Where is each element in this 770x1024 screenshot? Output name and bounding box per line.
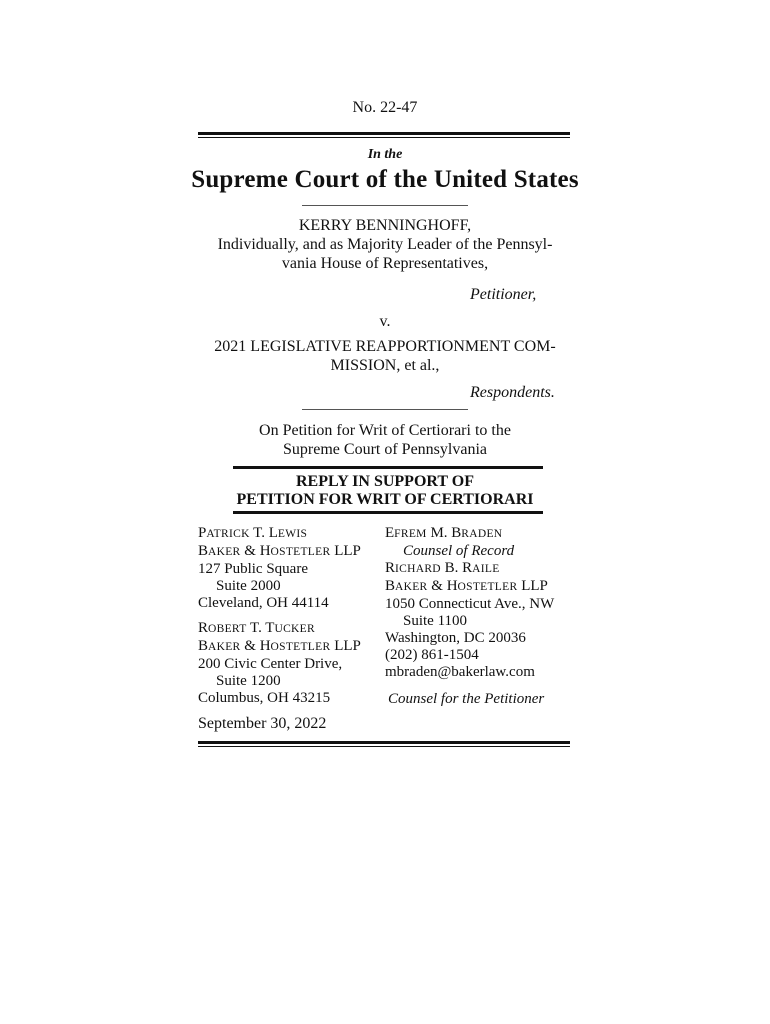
counsel-email: mbraden@bakerlaw.com — [385, 664, 535, 680]
title-bottom-rule — [233, 511, 543, 514]
counsel-address-line: Cleveland, OH 44114 — [198, 595, 329, 611]
counsel-address-line: 127 Public Square — [198, 561, 308, 577]
counsel-address-line: Suite 2000 — [216, 578, 281, 594]
petition-line1: On Petition for Writ of Certiorari to the — [259, 422, 511, 439]
petitioner-desc-line2: vania House of Representatives, — [281, 255, 489, 272]
counsel-name: PATRICK T. LEWIS — [198, 525, 308, 541]
respondent-line2: MISSION, et al., — [330, 357, 440, 374]
counsel-role: Counsel of Record — [403, 543, 515, 559]
court-name: Supreme Court of the United States — [191, 166, 579, 193]
respondent-block — [0, 337, 770, 375]
court-preamble: In the — [367, 147, 403, 162]
counsel-name: EFREM M. BRADEN — [385, 525, 503, 541]
separator-rule — [302, 409, 468, 410]
right-counsel-column — [385, 525, 570, 708]
counsel-address-line: Suite 1100 — [403, 613, 468, 629]
counsel-address-line: Washington, DC 20036 — [385, 630, 526, 646]
petition-block — [0, 421, 770, 459]
title-line2: PETITION FOR WRIT OF CERTIORARI — [236, 491, 534, 508]
counsel-address-line: 200 Civic Center Drive, — [198, 656, 343, 672]
petitioner-name: KERRY BENNINGHOFF, — [298, 217, 472, 234]
counsel-firm: BAKER & HOSTETLER LLP — [198, 543, 361, 559]
spacer — [198, 707, 382, 715]
docket-number: No. 22-47 — [352, 99, 418, 116]
spacer — [198, 612, 382, 620]
counsel-for: Counsel for the Petitioner — [388, 691, 545, 707]
counsel-address-line: 1050 Connecticut Ave., NW — [385, 596, 555, 612]
counsel-phone: (202) 861-1504 — [385, 647, 479, 663]
title-top-rule — [233, 466, 543, 469]
versus: v. — [379, 313, 391, 330]
separator-rule — [302, 205, 468, 206]
left-counsel-column — [198, 525, 382, 732]
title-line1: REPLY IN SUPPORT OF — [296, 473, 474, 490]
counsel-name: RICHARD B. RAILE — [385, 560, 500, 576]
counsel-name: ROBERT T. TUCKER — [198, 620, 315, 636]
counsel-firm: BAKER & HOSTETLER LLP — [198, 638, 361, 654]
counsel-address-line: Suite 1200 — [216, 673, 281, 689]
petitioner-block — [0, 216, 770, 273]
petitioner-desc-line1: Individually, and as Majority Leader of the Pennsyl- — [217, 236, 553, 253]
counsel-firm: BAKER & HOSTETLER LLP — [385, 578, 548, 594]
bottom-double-rule — [198, 741, 570, 747]
filing-date: September 30, 2022 — [198, 715, 327, 732]
petition-line2: Supreme Court of Pennsylvania — [283, 441, 487, 458]
respondent-line1: 2021 LEGISLATIVE REAPPORTIONMENT COM- — [214, 338, 556, 355]
spacer — [385, 681, 570, 691]
petitioner-role: Petitioner, — [470, 286, 537, 303]
counsel-address-line: Columbus, OH 43215 — [198, 690, 331, 706]
document-title — [0, 473, 770, 509]
respondent-role: Respondents. — [470, 384, 555, 401]
top-double-rule — [198, 132, 570, 138]
